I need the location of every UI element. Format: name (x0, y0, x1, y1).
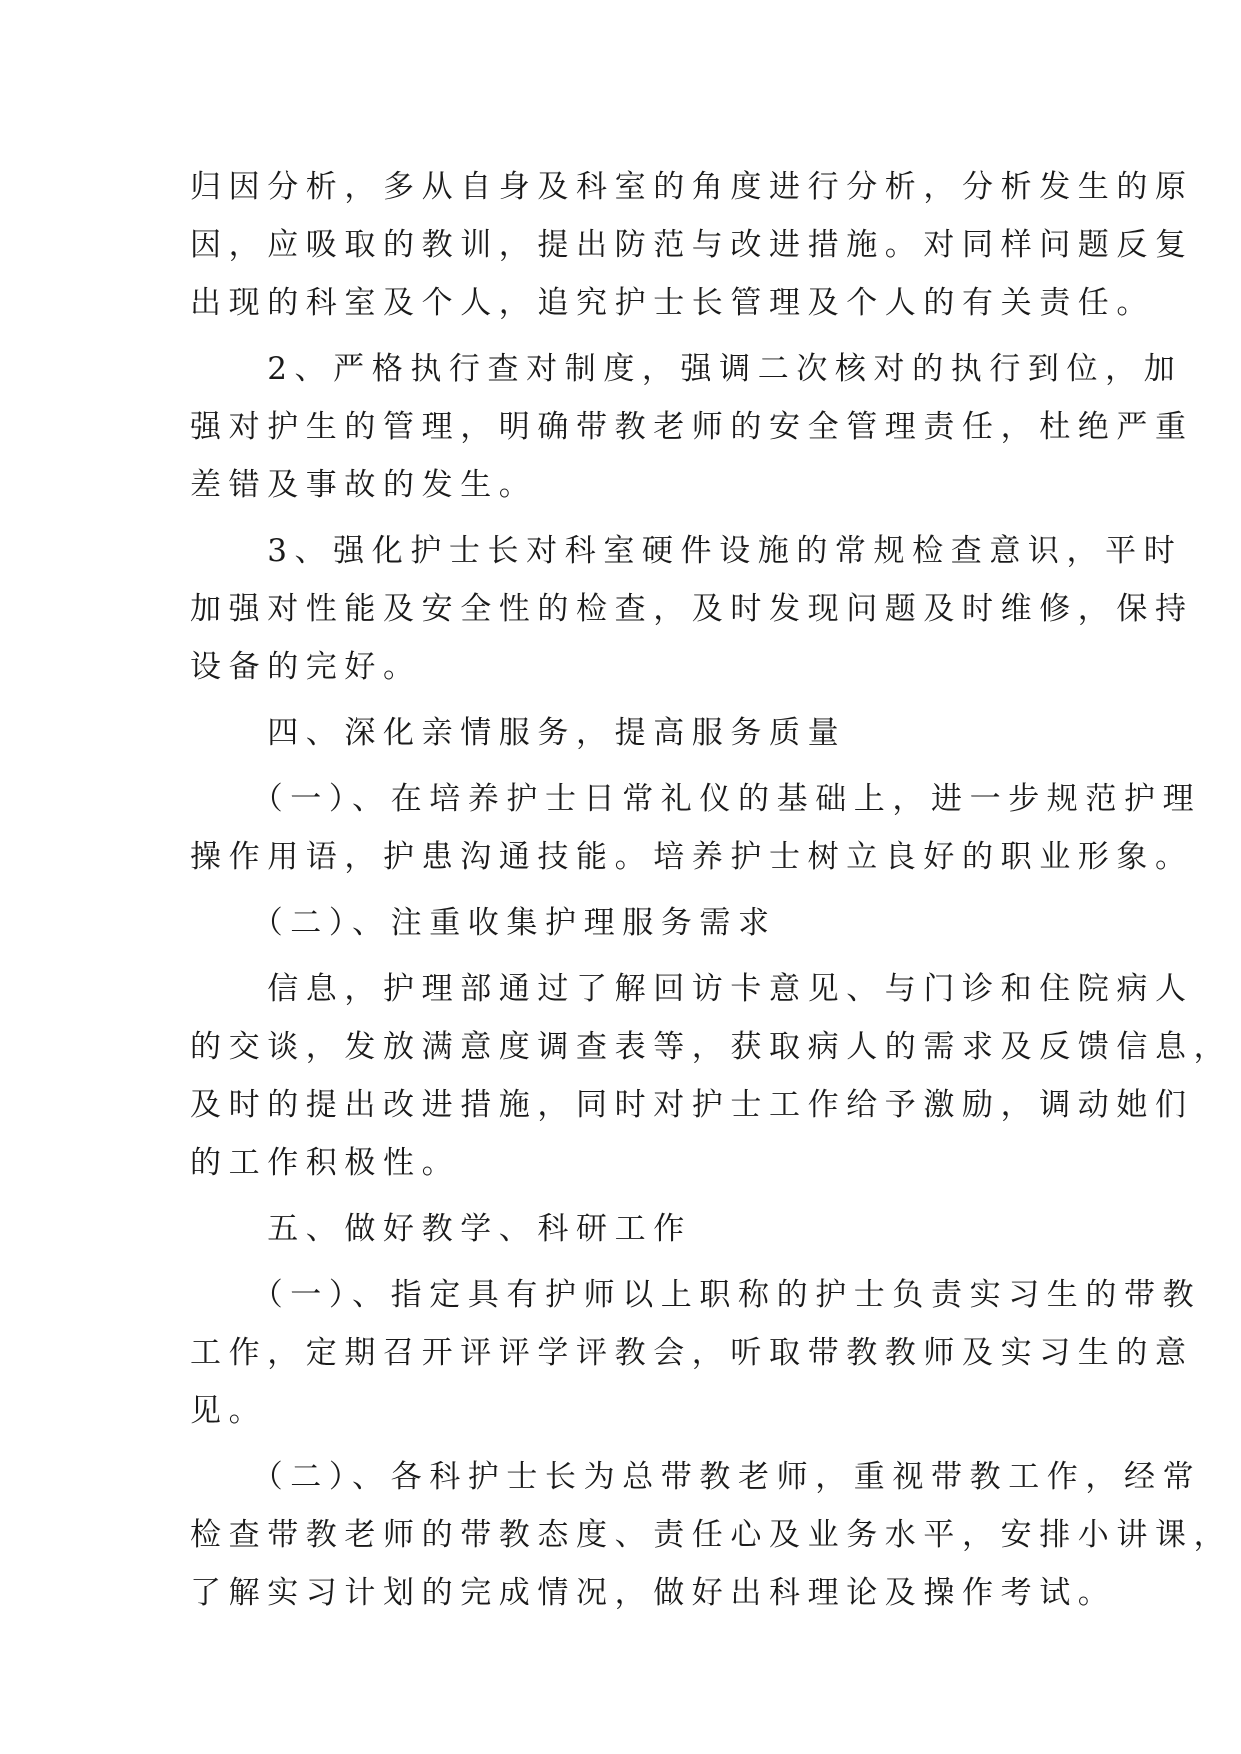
text-line: （二）、各科护士长为总带教老师，重视带教工作，经常 (190, 1459, 1202, 1495)
paragraph (190, 1448, 1233, 1622)
section-heading (190, 1200, 1070, 1258)
paragraph (190, 960, 1233, 1192)
text-line: 四、深化亲情服务，提高服务质量 (190, 715, 847, 751)
text-line: 出现的科室及个人，追究护士长管理及个人的有关责任。 (190, 285, 1155, 321)
section-heading (190, 704, 1070, 762)
text-line: 工作，定期召开评评学评教会，听取带教教师及实习生的意 (190, 1335, 1194, 1371)
paragraph (190, 894, 1070, 952)
text-line: （一）、在培养护士日常礼仪的基础上，进一步规范护理 (190, 781, 1202, 817)
paragraph (190, 158, 1194, 332)
text-line: 加强对性能及安全性的检查，及时发现问题及时维修，保持 (190, 591, 1194, 627)
text-line: 的工作积极性。 (190, 1145, 461, 1181)
document-body (190, 158, 1233, 1622)
text-line: 检查带教老师的带教态度、责任心及业务水平，安排小讲课， (190, 1517, 1233, 1553)
paragraph (190, 1266, 1202, 1440)
text-line: 信息，护理部通过了解回访卡意见、与门诊和住院病人 (190, 971, 1194, 1007)
text-line: （二）、注重收集护理服务需求 (190, 905, 777, 941)
text-line: 3、强化护士长对科室硬件设施的常规检查意识，平时 (190, 533, 1183, 569)
paragraph (190, 522, 1194, 696)
text-line: 五、做好教学、科研工作 (190, 1211, 692, 1247)
text-line: 归因分析，多从自身及科室的角度进行分析，分析发生的原 (190, 169, 1194, 205)
text-line: 差错及事故的发生。 (190, 467, 538, 503)
text-line: 因，应吸取的教训，提出防范与改进措施。对同样问题反复 (190, 227, 1194, 263)
text-line: 见。 (190, 1393, 268, 1429)
text-line: 强对护生的管理，明确带教老师的安全管理责任，杜绝严重 (190, 409, 1194, 445)
text-line: 的交谈，发放满意度调查表等，获取病人的需求及反馈信息， (190, 1029, 1233, 1065)
paragraph (190, 340, 1194, 514)
text-line: （一）、指定具有护师以上职称的护士负责实习生的带教 (190, 1277, 1202, 1313)
text-line: 及时的提出改进措施，同时对护士工作给予激励，调动她们 (190, 1087, 1194, 1123)
text-line: 操作用语，护患沟通技能。培养护士树立良好的职业形象。 (190, 839, 1194, 875)
text-line: 2、严格执行查对制度，强调二次核对的执行到位，加 (190, 351, 1183, 387)
text-line: 设备的完好。 (190, 649, 422, 685)
paragraph (190, 770, 1202, 886)
text-line: 了解实习计划的完成情况，做好出科理论及操作考试。 (190, 1575, 1117, 1611)
